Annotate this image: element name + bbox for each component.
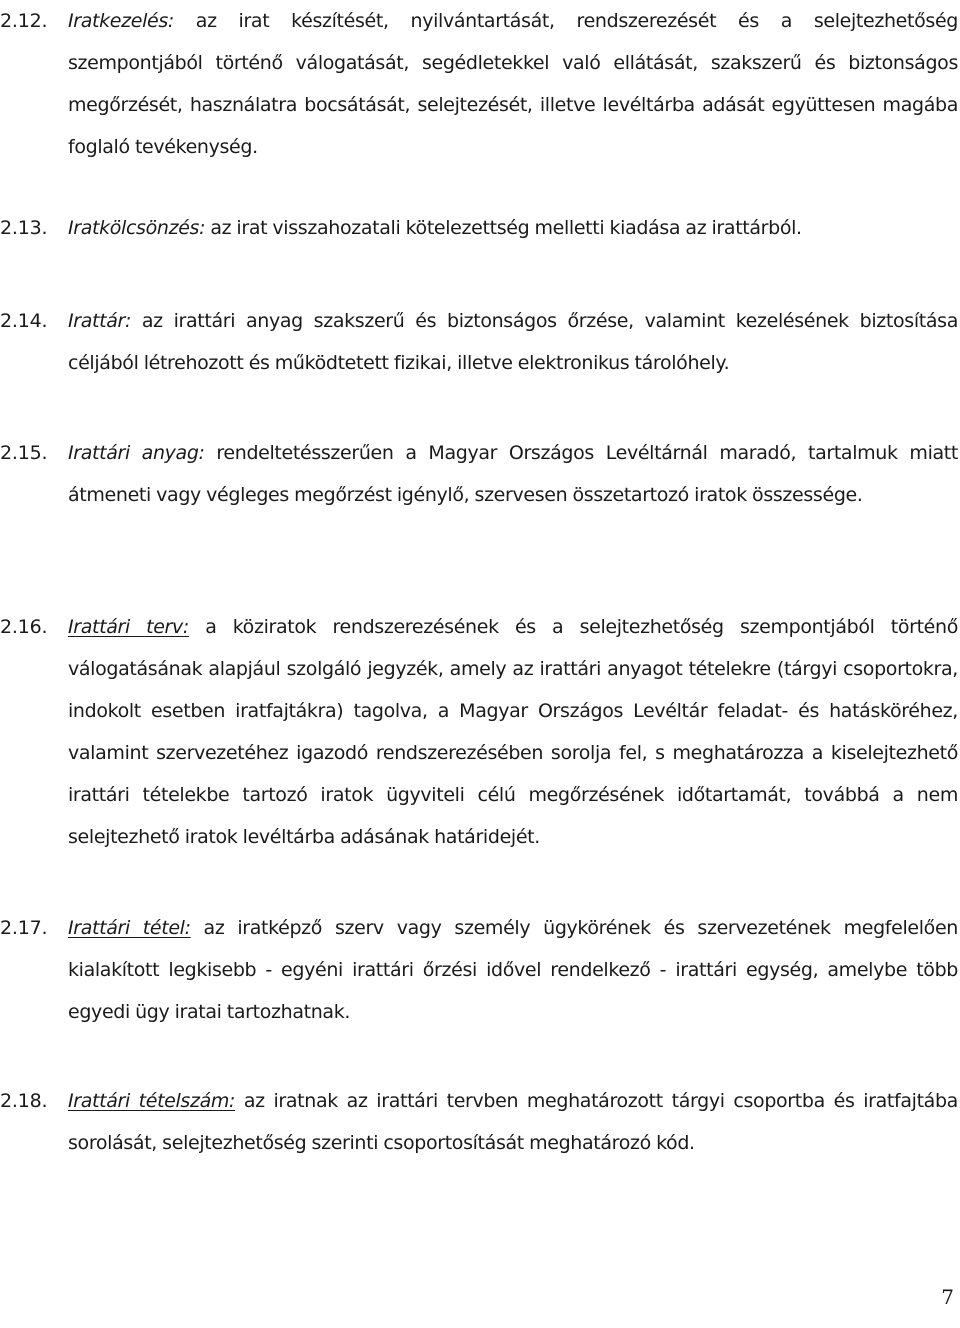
- definition-body: [68, 0, 958, 168]
- definition-text: az irat visszahozatali kötelezettség melletti kiadása az irattárból.: [205, 217, 802, 239]
- definition-text: az irattári anyag szakszerű és biztonságos őrzése, valamint kezelésének biztosítása céljából létrehozott és működtetett fizikai, illetve elektronikus tárolóhely.: [68, 310, 958, 374]
- definition-number: 2.17.: [0, 917, 48, 939]
- definition-text: a köziratok rendszerezésének és a selejtezhetőség szempontjából történő válogatásának alapjául szolgáló jegyzék, amely az irattári anyagot tételekre (tárgyi csoportokra, indokolt esetben iratfajtákra) tagolva, a Magyar Országos Levéltár feladat- és hatásköréhez, valamint szervezetéhez igazodó rendszerezésében sorolja fel, s meghatározza a kiselejtezhető irattári tételekbe tartozó iratok ügyviteli célú megőrzésének időtartamát, továbbá a nem selejtezhető iratok levéltárba adásának határidejét.: [68, 616, 958, 848]
- definition-text: az iratnak az irattári tervben meghatározott tárgyi csoportba és iratfajtába sorolását, selejtezhetőség szerinti csoportosítását meghatározó kód.: [68, 1090, 958, 1154]
- definition-term: Irattári anyag:: [68, 442, 205, 464]
- definition-body: [68, 300, 958, 384]
- definition-text: az iratképző szerv vagy személy ügykörének és szervezetének megfelelően kialakított legkisebb - egyéni irattári őrzési idővel rendelkező - irattári egység, amelybe több egyedi ügy iratai tartozhatnak.: [68, 917, 958, 1023]
- definition-number: 2.15.: [0, 442, 48, 464]
- definition-term: Irattári tételszám:: [68, 1090, 236, 1112]
- definition-number: 2.18.: [0, 1090, 48, 1112]
- definition-term: Iratkezelés:: [68, 10, 174, 32]
- definition-number: 2.16.: [0, 616, 48, 638]
- page-number: 7: [941, 1285, 954, 1309]
- definition-term: Irattár:: [68, 310, 132, 332]
- definition-term: Irattári tétel:: [68, 917, 191, 939]
- definition-body: [68, 907, 958, 1033]
- definition-body: [68, 606, 958, 858]
- definition-number: 2.14.: [0, 310, 48, 332]
- definition-body: [68, 1080, 958, 1164]
- definition-body: [68, 432, 958, 516]
- definition-term: Iratkölcsönzés:: [68, 217, 206, 239]
- definition-term: Irattári terv:: [68, 616, 189, 638]
- definition-text: az irat készítését, nyilvántartását, rendszerezését és a selejtezhetőség szempontjából történő válogatását, segédletekkel való ellátását, szakszerű és biztonságos megőrzését, használatra bocsátását, selejtezését, illetve levéltárba adását együttesen magába foglaló tevékenység.: [68, 10, 958, 158]
- definition-number: 2.13.: [0, 217, 48, 239]
- definition-number: 2.12.: [0, 10, 48, 32]
- definition-text: rendeltetésszerűen a Magyar Országos Levéltárnál maradó, tartalmuk miatt átmeneti vagy végleges megőrzést igénylő, szervesen összetartozó iratok összessége.: [68, 442, 959, 506]
- definition-body: [68, 207, 958, 249]
